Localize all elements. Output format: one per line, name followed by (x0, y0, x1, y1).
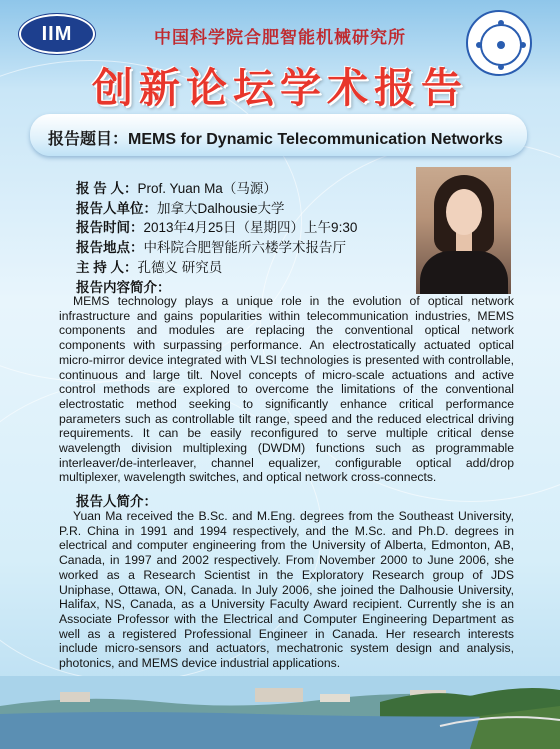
bio-text: Yuan Ma received the B.Sc. and M.Eng. degrees from the Southeast University, P.R. China in 1991 and 1994 respectively, and the M.Sc. and Ph.D. degrees in electrical and computer engineering from the University of Alberta, Edmonton, AB, Canada, in 1997 and 2002 respectively. From November 2000 to June 2006, she worked as a Research Scientist in the Exploratory Research group of JDS Uniphase, Ottawa, ON, Canada. In July 2006, she joined the Dalhousie University, Halifax, NS, Canada, as a University Faculty Award recipient. Currently she is an Associate Professor with the Electrical and Computer Engineering Department as well as a registered Professional Engineer in Canada. Her research interests include micro-sensors and actuators, mechatronic system design and analysis, photonics, and MEMS device industrial applications. (59, 509, 514, 671)
campus-scenery (0, 676, 560, 749)
bio-heading: 报告人简介： (76, 494, 157, 509)
abstract-heading: 报告内容简介： (76, 280, 171, 295)
abstract-text: MEMS technology plays a unique role in the evolution of optical network infrastructure and gains popularities within telecommunication industries, MEMS components and modules are replacing the conventional optical network components with surpassing performance. An electrostatically actuated optical micro-mirror device integrated with VLSI technologies is presented with controllable, continuous and large tilt. Novel concepts of micro-scale actuations and active control methods are explored to overcome the limitations of the conventional electrostatic method seeking to significantly enhance critical performance parameters such as controllable tilt range, speed and the reduced electrical driving requirements. It can be easily reconfigured to serve multiple critical dense wavelength division multiplexing (DWDM) functions such as programmable interleaver/de-interleaver, channel equalizer, configurable optical add/drop multiplexer, wavelength switches, and optical network cross-connects. (59, 294, 514, 485)
topic-label: 报告题目： (48, 131, 129, 148)
poster-title: 创新论坛学术报告 (92, 65, 468, 111)
topic-line (48, 126, 503, 149)
info-affiliation: 报告人单位：加拿大Dalhousie大学 (76, 201, 285, 216)
info-host: 主 持 人：孔德义 研究员 (76, 260, 223, 275)
organization-name: 中国科学院合肥智能机械研究所 (154, 28, 406, 47)
info-time: 报告时间：2013年4月25日（星期四）上午9:30 (76, 220, 358, 235)
speaker-photo (416, 167, 511, 294)
info-location: 报告地点：中科院合肥智能所六楼学术报告厅 (76, 240, 346, 255)
topic-text: MEMS for Dynamic Telecommunication Networks (128, 131, 503, 148)
info-speaker: 报 告 人：Prof. Yuan Ma（马源） (76, 181, 277, 196)
iim-logo: IIM (19, 14, 95, 54)
